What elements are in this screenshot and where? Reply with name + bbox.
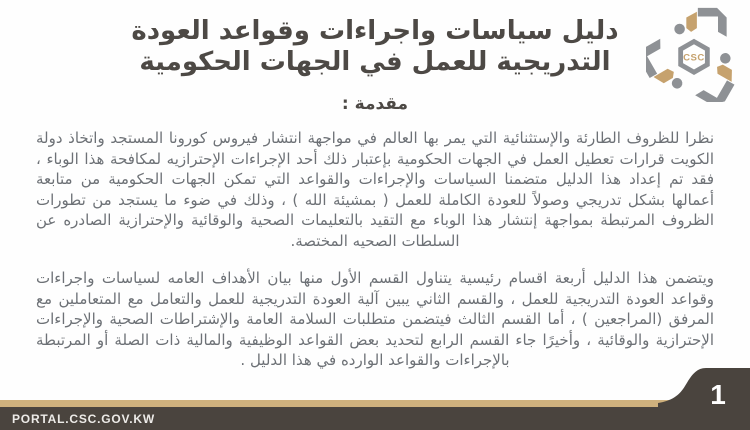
csc-logo [646,6,742,102]
intro-paragraph-2: ويتضمن هذا الدليل أربعة اقسام رئيسية يتناول القسم الأول منها بيان الأهداف العامه لسياسات واجراءات وقواعد العودة التدريجية للعمل ، والقسم الثاني يبين آلية العودة التدريجية للعمل والتعامل مع المتعاملين مع المرفق (المراجعين ) ، أما القسم الثالث فيتضمن متطلبات السلامة العامة والإشتراطات الصحية والإجراءات الإحترازية والوقائية ، وأخيرًا جاء القسم الرابع لتحديد بعض القواعد الوظيفية والمالية ذات الصلة أو المرتبطة بالإجراءات والقواعد الوارده في هذا الدليل . [36,269,714,369]
intro-body [36,128,714,388]
logo-acronym-text: CSC [683,52,705,64]
page-title: دليل سياسات واجراءات وقواعد العودة التدريجية للعمل في الجهات الحكومية [131,16,619,77]
intro-paragraph-1: نظرا للظروف الطارئة والإستثنائية التي يمر بها العالم في مواجهة انتشار فيروس كورونا المستجد واتخاذ دولة الكويت قرارات تعطيل العمل في الجهات الحكومية بإعتبار ذلك أحد الإجراءات الإحترازيه لمكافحة هذا الوباء ، فقد تم إعداد هذا الدليل متضمنا السياسات والإجراءات والقواعد التي تمكن الجهات الحكومية من متابعة أعمالها بشكل تدريجي وصولاً للعودة الكاملة للعمل ( بمشيئة الله ) ، وذلك في ضوء ما يستجد من تطورات الظروف المرتبطة بمواجهة إنتشار هذا الوباء مع التقيد بالتعليمات الصحية والوقائية والإحترازية الصادره عن السلطات الصحيه المختصة. [36,129,714,250]
logo-arm-top [674,8,726,37]
footer-bar [0,407,750,430]
gold-stripe [0,400,750,407]
page-number: 1 [710,379,726,410]
portal-url: PORTAL.CSC.GOV.KW [12,411,155,426]
csc-logo-icon [646,6,742,102]
section-heading-intro: مقدمة : [341,94,409,114]
